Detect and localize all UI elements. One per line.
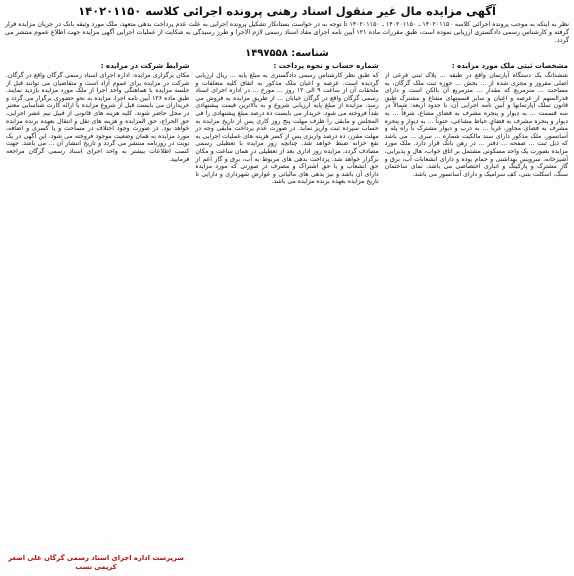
notice-title: آگهی مزایده مال غیر منقول اسناد رهنی پرونده اجرائی کلاسه ۱۴۰۲۰۱۱۵۰ <box>78 4 496 18</box>
column-right-body: ششدانگ یک دستگاه آپارتمان واقع در طبقه ... پلاک ثبتی فرعی از اصلی مفروز و مجزی شده از ... بخش ... حوزه ثبت ملک گرگان، به مساحت ... مترمربع که مقدار ... مترمربع آن بالکن است و دارای قدرالسهم از عرصه و اعیان و سایر قسمتهای مشاع و مشترک طبق قانون تملک آپارتمانها و آیین نامه اجرایی آن، با حدود اربعه: شمالاً در سه قسمت ... به دیوار و پنجره مشرف به فضای مشاع، شرقاً ... به دیوار و پنجره مشرف به فضای حیاط مشاعی، جنوباً ... به دیوار و پنجره مشرف به فضای مجاور، غرباً ... به درب و دیوار مشترک با راه پله و آسانسور. ملک مذکور دارای سند مالکیت شماره ... سری ... می باشد که ذیل ثبت ... صفحه ... دفتر ... در رهن بانک قرار دارد. ملک مورد مزایده بصورت یک واحد مسکونی مشتمل بر اتاق خواب، هال و پذیرایی، آشپزخانه، سرویس بهداشتی و حمام بوده و دارای انشعابات آب، برق و گاز مشترک و پارکینگ و انباری اختصاصی می باشد. نمای ساختمان سنگ، اسکلت بتنی، کف سرامیک و دارای آسانسور می باشد. <box>384 72 568 178</box>
column-left <box>6 62 189 570</box>
column-left-heading: شرایط شرکت در مزایده : <box>100 62 190 70</box>
column-middle-body: که طبق نظر کارشناس رسمی دادگستری به مبلغ پایه ... ریال ارزیابی گردیده است. عرصه و اعیان ملک مذکور به اتفاق کلیه متعلقات و ملحقات آن از ساعت ۹ الی ۱۲ روز ... مورخ ... در اداره اجرای اسناد رسمی گرگان واقع در گرگان خیابان ... از طریق مزایده به فروش می رسد. مزایده از مبلغ پایه ارزیابی شروع و به بالاترین قیمت پیشنهادی نقداً فروخته می شود. خریدار می بایست ده درصد مبلغ پیشنهادی را فی المجلس و مابقی را ظرف مهلت پنج روز کاری پس از تاریخ مزایده به حساب سپرده ثبت واریز نماید. در صورت عدم پرداخت مابقی وجه در مهلت مقرر، ده درصد واریزی پس از کسر هزینه های عملیات اجرایی به نفع خزانه ضبط خواهد شد. چنانچه روز مزایده با تعطیلی رسمی مصادف گردد، مزایده روز اداری بعد از تعطیلی در همان ساعت و مکان برگزار خواهد شد. پرداخت بدهی های مربوط به آب، برق و گاز اعم از حق انشعاب و یا حق اشتراک و مصرف در صورتی که مورد مزایده دارای آن باشد و نیز بدهی های مالیاتی و عوارض شهرداری و دارایی تا تاریخ مزایده بعهده برنده مزایده می باشد. <box>195 72 379 186</box>
column-right-heading: مشخصات ثبتی ملک مورد مزایده : <box>451 62 568 70</box>
column-right <box>385 62 568 570</box>
column-middle-heading: شماره حساب و نحوه پرداخت : <box>273 62 379 70</box>
reference-number: شناسه: ۱۴۹۷۵۵۸ <box>245 48 329 59</box>
signature-line: سرپرست اداره اجرای اسناد رسمی گرگان علی اصغر کریمی نسب <box>8 554 184 571</box>
notice-intro: نظر به اینکه به موجب پرونده اجرائی کلاسه ۱۴۰۲۰۱۱۵۰ ـ ۱۴۰۲۰۱۱۵۰ ـ ۱۴۰۲۰۱۱۵۰ تا توجه به در خواست بستانکار تشکیل پرونده اجرایی به علت عدم پرداخت بدهی متعهد، ملک مورد وثیقه بانک در جریان مزایده قرار گرفته و کارشناس رسمی دادگستری ارزیابی نموده است، طبق مقررات ماده ۱۲۱ آیین نامه اجرای مفاد اسناد رسمی لازم الاجرا و طرز رسیدگی به شکایت از عملیات اجرایی آگهی مزایده جهت اطلاع عموم منتشر می گردد. <box>5 21 569 44</box>
column-middle <box>195 62 378 570</box>
column-left-body: مکان برگزاری مزایده: اداره اجرای اسناد رسمی گرگان واقع در گرگان. شرکت در مزایده برای عموم آزاد است و متقاضیان می توانند قبل از جلسه مزایده با هماهنگی واحد اجرا از ملک مورد مزایده بازدید نمایند. طبق ماده ۱۲۶ آیین نامه اجرا، مزایده به نحو حضوری برگزار می گردد و خریداران می بایست قبل از شروع مزایده با ارائه کارت شناسایی معتبر در محل حاضر شوند. کلیه هزینه های قانونی از قبیل نیم عشر اجرایی، حق الحراج، حق المزایده و هزینه های نقل و انتقال بعهده برنده مزایده خواهد بود. در صورت وجود اختلاف در مساحت و یا کسری و اضافه، مورد مزایده به همان وضعیت موجود فروخته می شود. این آگهی در یک نوبت در روزنامه منتشر می گردد و تاریخ انتشار آن ... می باشد. جهت کسب اطلاعات بیشتر به واحد اجرای اسناد رسمی گرگان مراجعه فرمایید. <box>6 72 190 163</box>
notice-columns <box>6 62 568 570</box>
